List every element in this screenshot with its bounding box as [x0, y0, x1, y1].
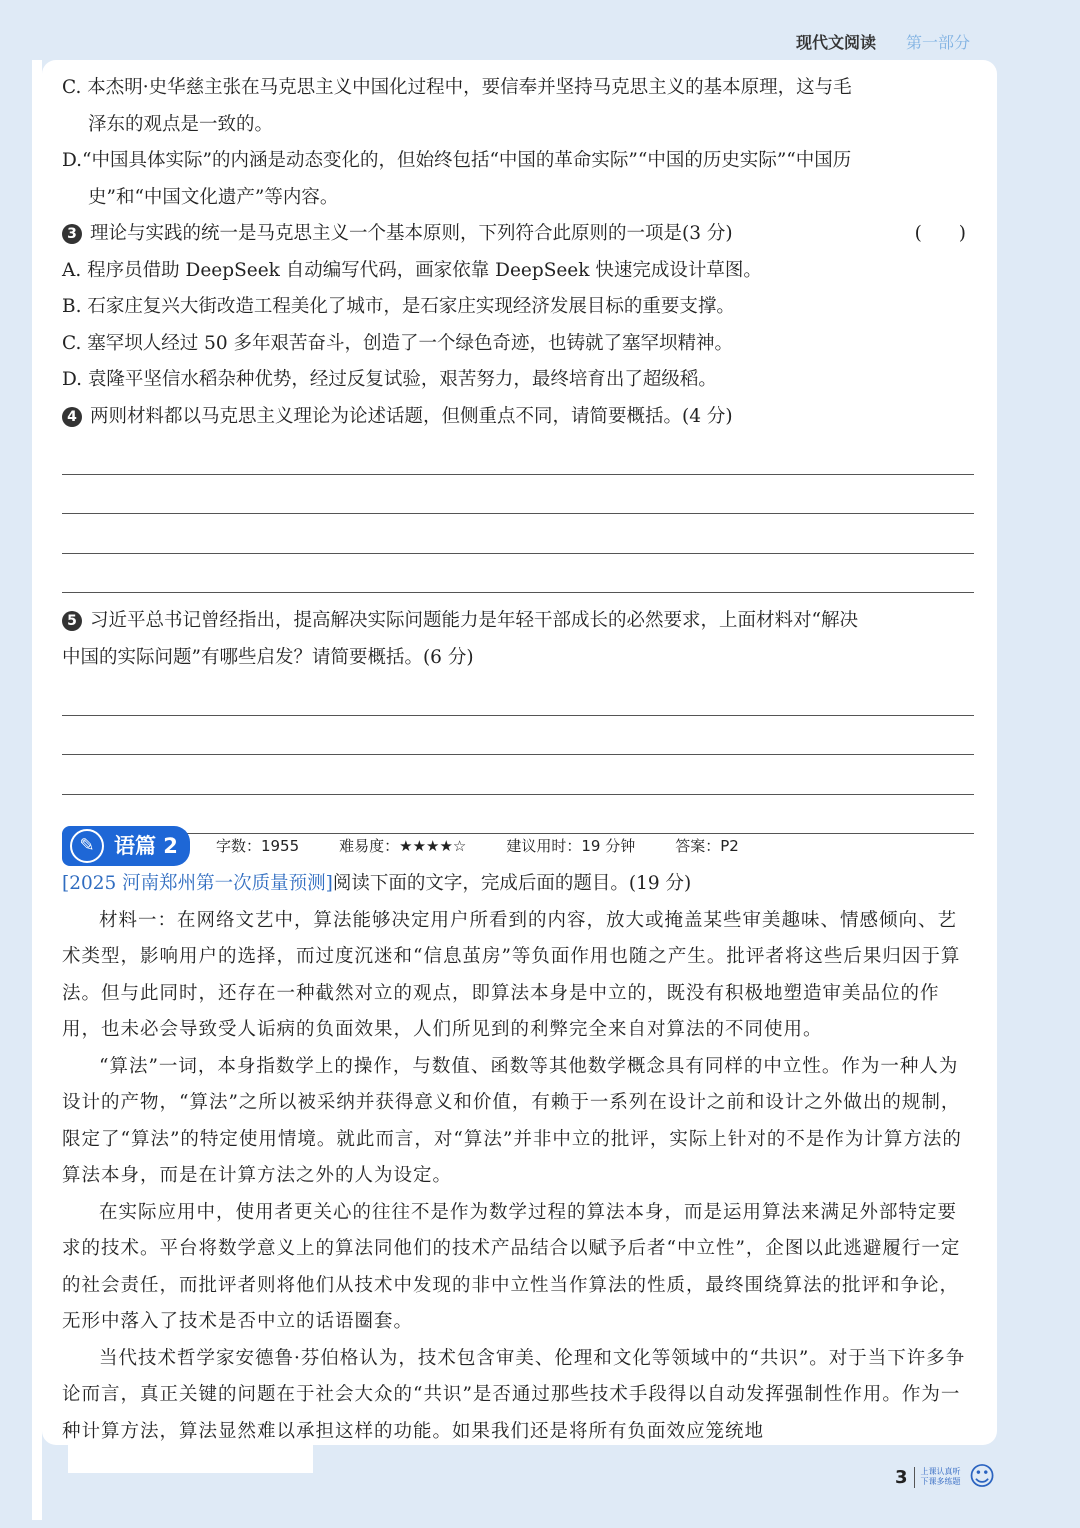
option-c-cont: 泽东的观点是一致的。 — [88, 113, 274, 135]
paragraph: 当代技术哲学家安德鲁·芬伯格认为，技术包含审美、伦理和文化等领域中的“共识”。对于当下许多争论而言，真正关键的问题在于社会大众的“共识”是否通过那些技术手段得以自动发挥强制性作用。作为一种计算方法，算法显然难以承担这样的功能。如果我们还是将所有负面效应笼统地 — [62, 1347, 966, 1442]
answer-line[interactable] — [62, 435, 974, 475]
feather-icon: ✎ — [70, 829, 104, 863]
question-text: 理论与实践的统一是马克思主义一个基本原则，下列符合此原则的一项是(3 分) — [90, 223, 733, 244]
question-number: 3 — [62, 224, 82, 244]
answer-line[interactable] — [62, 514, 974, 554]
answer-line[interactable] — [62, 676, 974, 716]
mascot-icon: ☺ — [968, 1462, 996, 1492]
page-footer — [895, 1462, 996, 1492]
answer-line[interactable] — [62, 755, 974, 795]
q3-option-d: D. 袁隆平坚信水稻杂种优势，经过反复试验，艰苦努力，最终培育出了超级稻。 — [62, 369, 717, 390]
answer-line[interactable] — [62, 716, 974, 756]
question-text-cont: 中国的实际问题”有哪些启发？请简要概括。(6 分) — [62, 646, 474, 668]
answer-line[interactable] — [62, 554, 974, 594]
source-tag: [2025 河南郑州第一次质量预测] — [62, 873, 333, 894]
passage-block — [62, 826, 974, 1450]
paragraph: 在实际应用中，使用者更关心的往往不是作为数学过程的算法本身，而是运用算法来满足外部特定要求的技术。平台将数学意义上的算法同他们的技术产品结合以赋予后者“中立性”，企图以此逃避履行一定的社会责任，而批评者则将他们从技术中发现的非中立性当作算法的性质，最终围绕算法的批评和争论，无形中落入了技术是否中立的话语圈套。 — [62, 1201, 961, 1332]
page-edge — [32, 60, 42, 1520]
suggested-time: 建议用时：19 分钟 — [506, 836, 636, 855]
slogan — [921, 1467, 961, 1487]
answer-line[interactable] — [62, 475, 974, 515]
paragraph: 材料一：在网络文艺中，算法能够决定用户所看到的内容，放大或掩盖某些审美趣味、情感倾向、艺术类型，影响用户的选择，而过度沉迷和“信息茧房”等负面作用也随之产生。批评者将这些后果归因于算法。但与此同时，还存在一种截然对立的观点，即算法本身是中立的，既没有积极地塑造审美品位的作用，也未必会导致受人诟病的负面效果，人们所见到的利弊完全来自对算法的不同使用。 — [62, 909, 961, 1040]
question-number: 4 — [62, 407, 82, 427]
word-count: 字数：1955 — [215, 836, 300, 855]
instructions: 阅读下面的文字，完成后面的题目。(19 分) — [332, 873, 692, 894]
question-text: 两则材料都以马克思主义理论为论述话题，但侧重点不同，请简要概括。(4 分) — [90, 405, 733, 427]
q3-option-b: B. 石家庄复兴大街改造工程美化了城市，是石家庄实现经济发展目标的重要支撑。 — [62, 296, 735, 317]
passage-body — [62, 903, 974, 1451]
option-d-cont: 史”和“中国文化遗产”等内容。 — [88, 186, 339, 208]
question-4 — [62, 399, 974, 436]
badge-label: 语篇 2 — [114, 833, 178, 858]
question-text: 习近平总书记曾经指出，提高解决实际问题能力是年轻干部成长的必然要求，上面材料对“解决 — [90, 610, 858, 631]
difficulty: 难易度：★★★★☆ — [339, 836, 467, 855]
questions-block — [62, 70, 974, 834]
section-title: 现代文阅读 — [795, 33, 876, 52]
part-title: 第一部分 — [905, 33, 970, 52]
answer-page: 答案：P2 — [675, 836, 739, 855]
option-c: C. 本杰明·史华慈主张在马克思主义中国化过程中，要信奉并坚持马克思主义的基本原理，这与毛 — [62, 77, 852, 98]
passage-badge — [62, 826, 190, 867]
slogan-line: 上课认真听 — [920, 1467, 961, 1476]
question-5 — [62, 603, 974, 640]
page-tab — [68, 1445, 313, 1473]
q3-option-c: C. 塞罕坝人经过 50 多年艰苦奋斗，创造了一个绿色奇迹，也铸就了塞罕坝精神。 — [62, 332, 734, 354]
running-header — [796, 30, 970, 53]
slogan-line: 下课多练题 — [920, 1477, 961, 1486]
question-number: 5 — [62, 611, 82, 631]
q3-option-a: A. 程序员借助 DeepSeek 自动编写代码，画家依靠 DeepSeek 快速完成设计草图。 — [62, 259, 762, 281]
answer-bracket[interactable]: ( ) — [914, 223, 966, 244]
page-number: 3 — [895, 1467, 915, 1488]
question-3 — [62, 216, 974, 253]
paragraph: “算法”一词，本身指数学上的操作，与数值、函数等其他数学概念具有同样的中立性。作为一种人为设计的产物，“算法”之所以被采纳并获得意义和价值，有赖于一系列在设计之前和设计之外做出的规制，限定了“算法”的特定使用情境。就此而言，对“算法”并非中立的批评，实际上针对的不是作为计算方法的算法本身，而是在计算方法之外的人为设定。 — [62, 1055, 962, 1186]
passage-info-bar — [62, 826, 974, 866]
option-d: D.“中国具体实际”的内涵是动态变化的，但始终包括“中国的革命实际”“中国的历史实际”“中国历 — [62, 150, 852, 171]
